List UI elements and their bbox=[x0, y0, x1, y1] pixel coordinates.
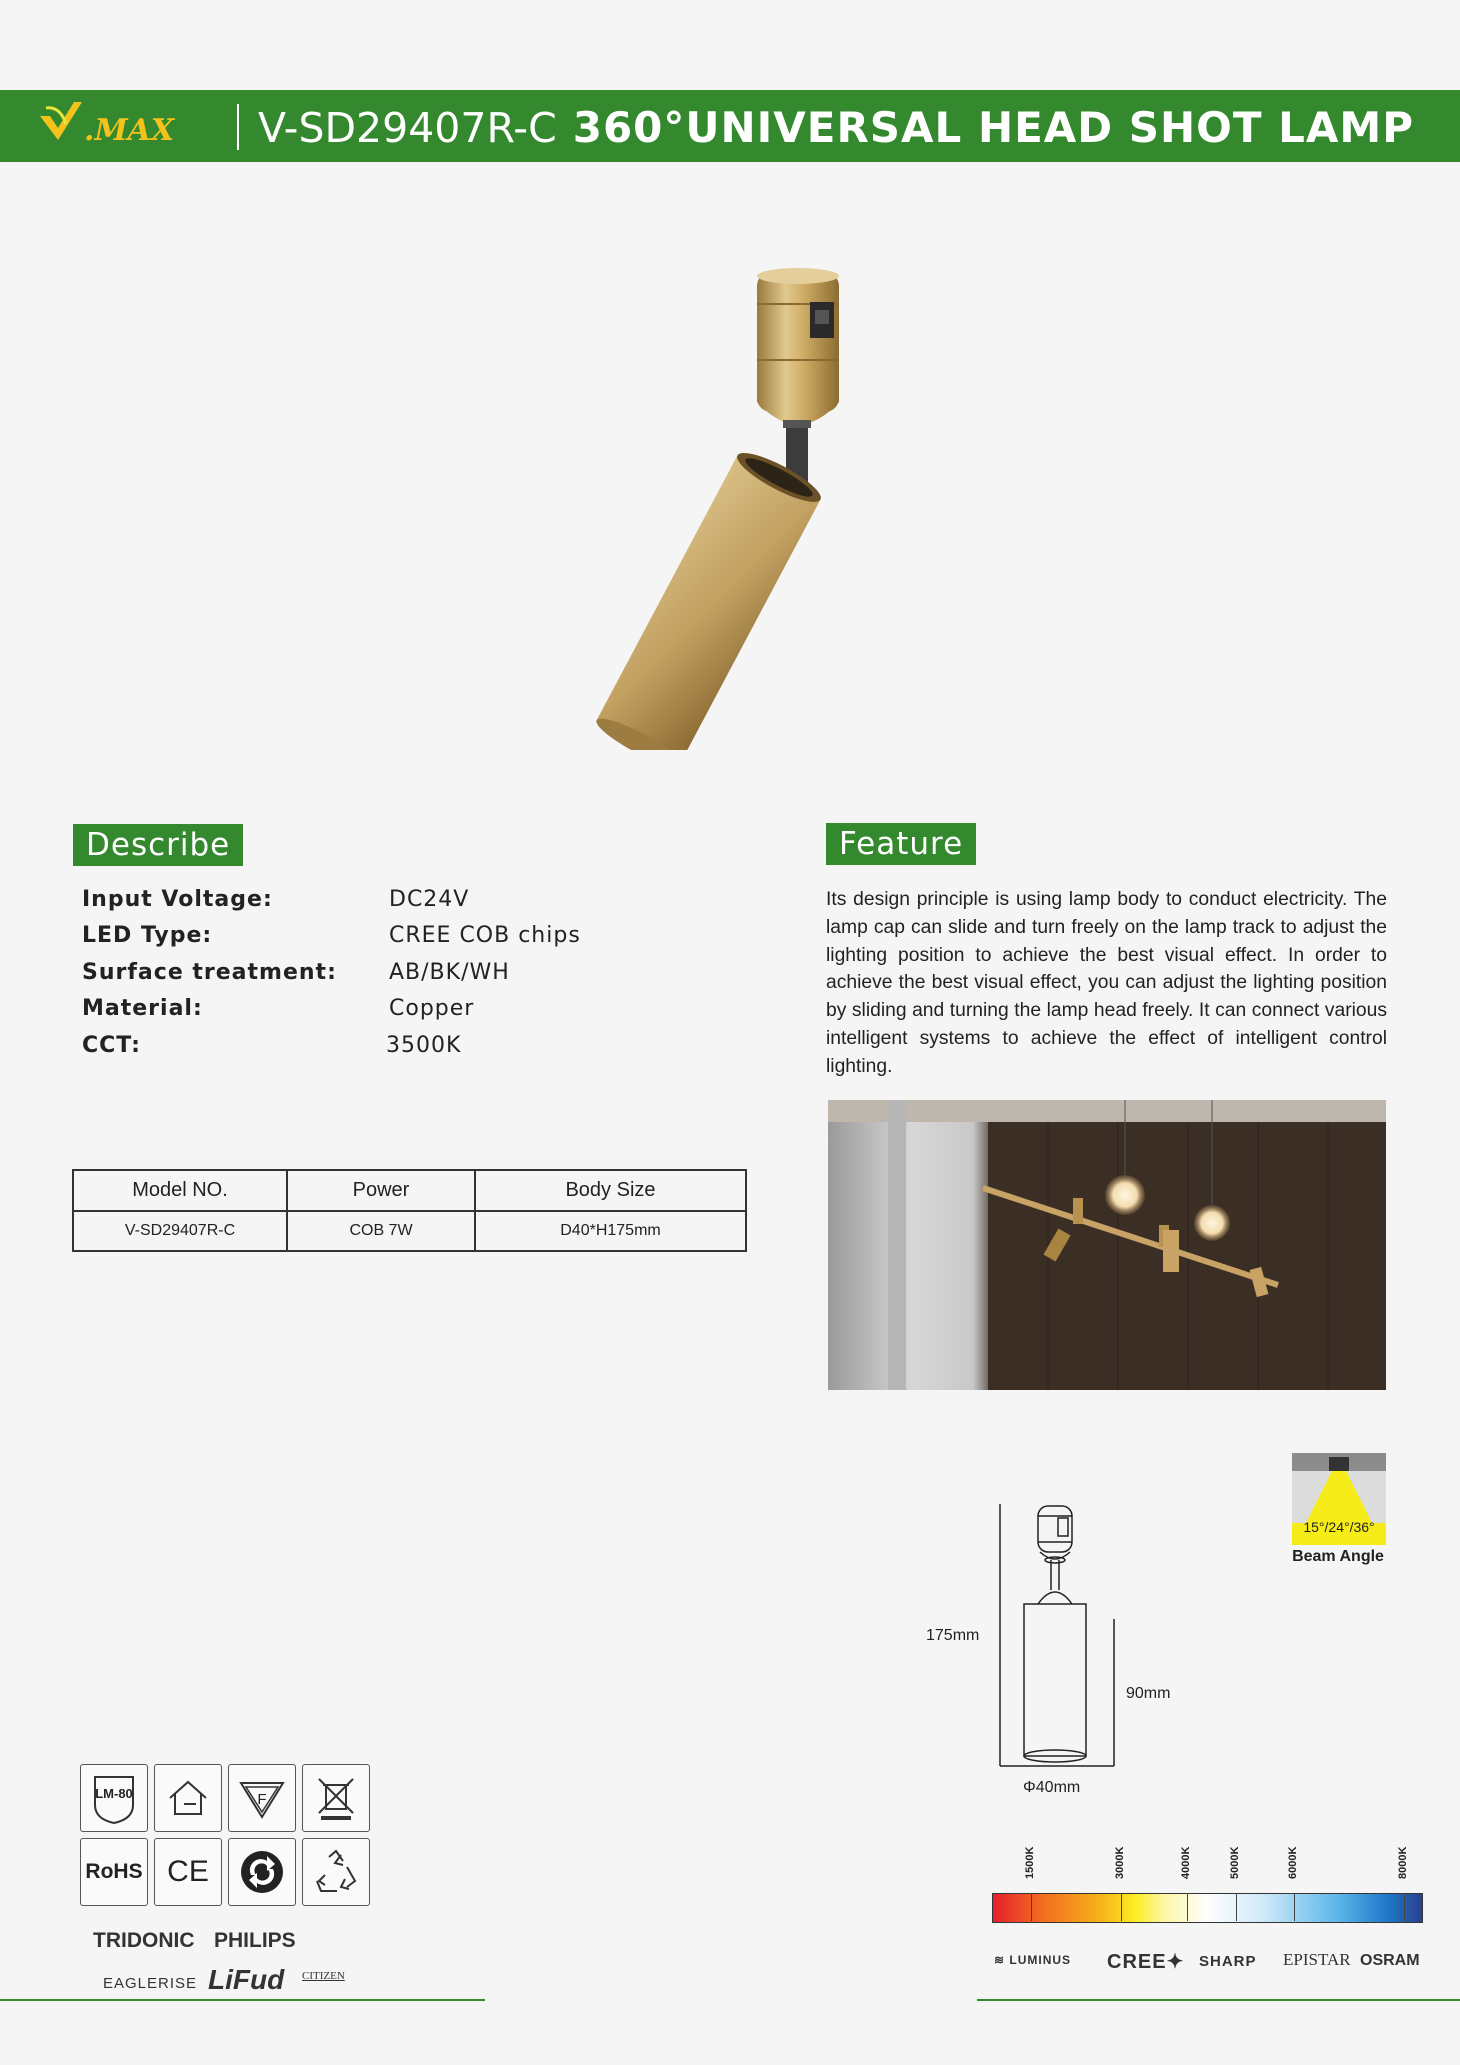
lifud-logo: LiFud bbox=[208, 1964, 285, 1995]
spec-label-cct: CCT: bbox=[82, 1033, 141, 1058]
dimension-drawing bbox=[980, 1494, 1120, 1774]
cct-label-6000k: 6000K bbox=[1287, 1846, 1299, 1879]
ce-icon bbox=[154, 1838, 222, 1906]
table-header-row bbox=[73, 1170, 746, 1211]
cct-label-5000k: 5000K bbox=[1229, 1846, 1241, 1879]
weee-icon bbox=[302, 1764, 370, 1832]
scene-photo bbox=[828, 1100, 1386, 1390]
luminus-text: LUMINUS bbox=[1009, 1953, 1072, 1967]
describe-title: Describe bbox=[73, 824, 243, 866]
spec-value-led-type: CREE COB chips bbox=[389, 923, 581, 948]
spec-value-material: Copper bbox=[389, 996, 475, 1021]
dim-height: 175mm bbox=[926, 1627, 980, 1644]
table-row bbox=[73, 1211, 746, 1251]
green-dot-icon bbox=[228, 1838, 296, 1906]
osram-logo: OSRAM bbox=[1360, 1952, 1420, 1969]
product-photo bbox=[560, 262, 880, 750]
rohs-icon bbox=[80, 1838, 148, 1906]
spec-value-input-voltage: DC24V bbox=[389, 887, 470, 912]
spec-label-led-type: LED Type: bbox=[82, 923, 213, 948]
beam-angle-label: Beam Angle bbox=[1292, 1548, 1384, 1565]
feature-description: Its design principle is using lamp body to conduct electricity. The lamp cap can slide and turn freely on the lamp track to adjust the lighting position to achieve the best visual effect. In order to achieve the best visual effect, you can adjust the lighting position by sliding and turning the lamp head freely. It can connect various intelligent systems to achieve the effect of intelligent control lighting. bbox=[826, 889, 1387, 1077]
spec-label-material: Material: bbox=[82, 996, 203, 1021]
table-header-power: Power bbox=[287, 1170, 475, 1211]
cct-label-8000k: 8000K bbox=[1397, 1846, 1409, 1879]
dim-diameter: Φ40mm bbox=[1023, 1779, 1081, 1796]
beam-angle-values: 15°/24°/36° bbox=[1303, 1519, 1375, 1535]
house-icon bbox=[154, 1764, 222, 1832]
spec-label-input-voltage: Input Voltage: bbox=[82, 887, 273, 912]
table-cell-model: V-SD29407R-C bbox=[73, 1211, 287, 1251]
svg-text:F: F bbox=[257, 1791, 267, 1808]
footer-line-right bbox=[977, 1999, 1460, 2001]
model-title: V-SD29407R-C bbox=[258, 104, 557, 152]
cct-color-bar bbox=[992, 1893, 1423, 1923]
cct-tick bbox=[1404, 1893, 1405, 1921]
eaglerise-logo: EAGLERISE bbox=[103, 1975, 198, 1992]
lm80-icon bbox=[80, 1764, 148, 1832]
spec-label-surface: Surface treatment: bbox=[82, 960, 337, 985]
recycle-icon bbox=[302, 1838, 370, 1906]
epistar-logo: EPISTAR bbox=[1283, 1950, 1351, 1969]
cct-label-4000k: 4000K bbox=[1180, 1846, 1192, 1879]
ce-text: CE bbox=[167, 1855, 209, 1888]
rohs-text: RoHS bbox=[85, 1860, 143, 1883]
footer-line-left bbox=[0, 1999, 485, 2001]
table-header-model: Model NO. bbox=[73, 1170, 287, 1211]
table-cell-power: COB 7W bbox=[287, 1211, 475, 1251]
f-mark-icon bbox=[228, 1764, 296, 1832]
table-cell-body-size: D40*H175mm bbox=[475, 1211, 746, 1251]
svg-text:.MAX: .MAX bbox=[84, 113, 175, 148]
spec-value-surface: AB/BK/WH bbox=[389, 960, 510, 985]
cct-tick bbox=[1187, 1893, 1188, 1921]
tridonic-logo: TRIDONIC bbox=[93, 1929, 195, 1952]
cct-tick bbox=[1031, 1893, 1032, 1921]
header-divider bbox=[237, 104, 239, 150]
table-header-body-size: Body Size bbox=[475, 1170, 746, 1211]
cree-logo: CREE✦ bbox=[1107, 1951, 1185, 1973]
feature-title: Feature bbox=[826, 823, 976, 865]
lm80-text: LM-80 bbox=[95, 1786, 133, 1801]
vmax-logo bbox=[36, 94, 226, 158]
cct-tick bbox=[1294, 1893, 1295, 1921]
dim-head-height: 90mm bbox=[1126, 1685, 1171, 1702]
cct-label-3000k: 3000K bbox=[1114, 1846, 1126, 1879]
citizen-logo: CITIZEN bbox=[302, 1970, 345, 1982]
luminus-logo: ≋ LUMINUS bbox=[994, 1953, 1072, 1967]
sharp-logo: SHARP bbox=[1199, 1953, 1257, 1970]
spec-value-cct: 3500K bbox=[386, 1033, 462, 1058]
cct-label-1500k: 1500K bbox=[1024, 1846, 1036, 1879]
philips-logo: PHILIPS bbox=[214, 1929, 296, 1952]
cct-tick bbox=[1121, 1893, 1122, 1921]
product-title: 360°UNIVERSAL HEAD SHOT LAMP bbox=[572, 103, 1414, 152]
cct-tick bbox=[1236, 1893, 1237, 1921]
cree-text: CREE bbox=[1107, 1951, 1167, 1973]
model-table bbox=[72, 1169, 747, 1252]
